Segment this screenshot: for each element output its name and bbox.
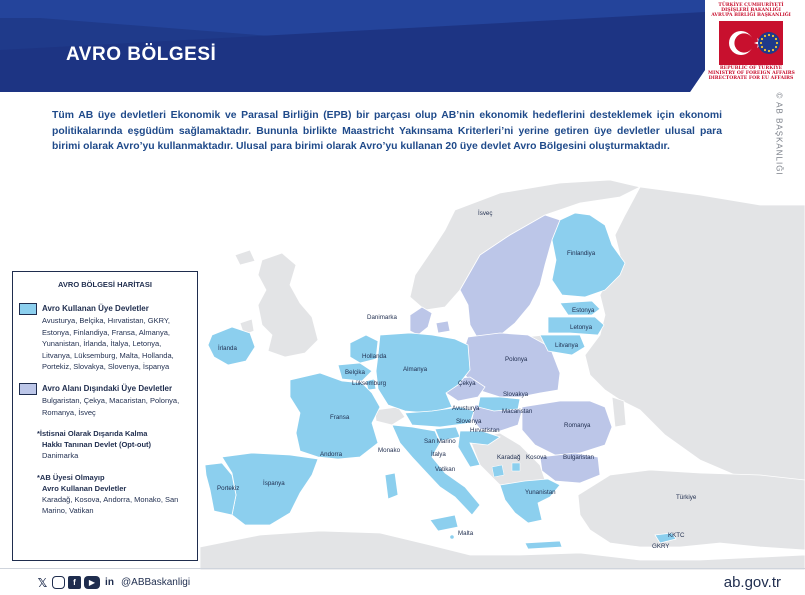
legend-euro-swatch <box>19 303 37 315</box>
map-label-hirvatistan: Hırvatistan <box>470 427 500 434</box>
map-label-almanya: Almanya <box>403 366 428 373</box>
youtube-icon[interactable]: ▶ <box>84 576 100 589</box>
map-label-fransa: Fransa <box>330 414 350 421</box>
map-label-polonya: Polonya <box>505 356 528 363</box>
instagram-icon[interactable] <box>52 576 65 589</box>
logo-text-top-2: DIŞİŞLERİ BAKANLIĞI <box>721 7 781 13</box>
map-label-kktc: KKTC <box>668 532 685 539</box>
legend-non-member-heading-1: *AB Üyesi Olmayıp <box>37 472 105 482</box>
legend-non-euro-swatch <box>19 383 37 395</box>
map-label-luksemburg: Lüksemburg <box>352 380 387 387</box>
country-malta <box>450 535 454 539</box>
legend-opt-out-heading-1: *İstisnai Olarak Dışarıda Kalma <box>37 429 148 439</box>
flag-badge-icon <box>719 21 783 65</box>
map-label-monako: Monako <box>378 447 401 454</box>
map-label-karadag: Karadağ <box>497 454 521 461</box>
website-link[interactable]: ab.gov.tr <box>723 574 781 591</box>
map-label-litvanya: Litvanya <box>555 342 579 349</box>
map-label-macaristan: Macaristan <box>502 408 533 415</box>
country-kosovo <box>512 463 520 471</box>
map-label-finlandiya: Finlandiya <box>567 250 596 257</box>
facebook-icon[interactable]: f <box>68 576 81 589</box>
map-label-danimarka: Danimarka <box>367 314 397 321</box>
intro-paragraph: Tüm AB üye devletleri Ekonomik ve Parasal Birliğin (EPB) bir parçası olup AB’nin ekonomik hedeflerini desteklemek için ekonomi politikalarında eşgüdüm sağlamaktadır. Bununla birlikte Maastricht Yakınsama Kriterleri’ni yerine getiren üye devletler ulusal para birimi olarak Avro’yu kullanmaktadır. Ulusal para birimi olarak Avro’yu kullanan 20 üye devlet Avro Bölgesini oluşturmaktadır. <box>52 110 722 152</box>
map-label-vatikan: Vatikan <box>435 466 456 473</box>
logo-text-bottom-3: DIRECTORATE FOR EU AFFAIRS <box>708 76 794 82</box>
map-label-yunanistan: Yunanistan <box>525 489 556 496</box>
map-label-portekiz: Portekiz <box>217 485 240 492</box>
legend-opt-out-heading-2: Hakkı Tanınan Devlet (Opt-out) <box>42 440 152 450</box>
country-uk <box>258 253 318 357</box>
map-label-hollanda: Hollanda <box>362 353 387 360</box>
side-copyright <box>770 92 784 187</box>
map-label-estonya: Estonya <box>572 307 595 314</box>
legend-euro-heading: Avro Kullanan Üye Devletler <box>42 304 149 313</box>
country-iceland-hint <box>235 250 255 265</box>
x-icon[interactable]: 𝕏 <box>37 575 48 590</box>
map-label-kosova: Kosova <box>526 454 547 461</box>
map-label-bulgaristan: Bulgaristan <box>563 454 594 461</box>
legend-box <box>12 271 198 561</box>
country-sardinia <box>385 473 398 499</box>
country-moldova <box>612 397 626 427</box>
country-crete <box>525 541 562 549</box>
map-label-ispanya: İspanya <box>263 480 285 487</box>
map-label-irlanda: İrlanda <box>218 345 237 352</box>
footer-divider <box>0 568 805 569</box>
map-label-romanya: Romanya <box>564 422 591 429</box>
country-sicily <box>430 515 458 531</box>
legend-title: AVRO BÖLGESİ HARİTASI <box>58 280 152 289</box>
legend-opt-out-countries: Danimarka <box>42 451 79 461</box>
legend-euro-row <box>19 303 191 315</box>
country-denmark-islands <box>436 321 450 333</box>
country-denmark <box>410 307 432 335</box>
map-label-isvec: İsveç <box>478 210 493 217</box>
country-montenegro <box>492 465 504 477</box>
social-links <box>36 576 190 589</box>
map-label-italya: İtalya <box>431 451 446 458</box>
map-label-turkiye: Türkiye <box>676 494 697 501</box>
map-label-letonya: Letonya <box>570 324 593 331</box>
map-label-gkry: GKRY <box>652 543 670 550</box>
logo-text-top-3: AVRUPA BİRLİĞİ BAŞKANLIĞI <box>711 12 791 18</box>
legend-non-euro-heading: Avro Alanı Dışındaki Üye Devletler <box>42 383 173 393</box>
logo-text-bottom-2: MINISTRY OF FOREIGN AFFAIRS <box>708 71 795 77</box>
legend-non-member-countries: Karadağ, Kosova, Andorra, Monako, San Marino, Vatikan <box>42 494 179 516</box>
map-label-avusturya: Avusturya <box>452 405 480 412</box>
logo-text-top-1: TÜRKİYE CUMHURİYETİ <box>718 3 784 8</box>
map-label-belcika: Belçika <box>345 369 365 376</box>
social-handle[interactable]: @ABBaskanligi <box>121 577 191 588</box>
linkedin-icon[interactable]: in <box>105 577 114 588</box>
country-germany <box>376 333 470 413</box>
map-label-san-marino: San Marino <box>424 438 456 445</box>
side-copyright-text: © AB BAŞKANLIĞI <box>774 92 784 176</box>
country-turkey <box>578 470 805 550</box>
page-title: AVRO BÖLGESİ <box>66 44 217 65</box>
map-label-cekya: Çekya <box>458 380 476 387</box>
legend-non-euro-row <box>19 383 191 395</box>
country-greece <box>500 479 560 523</box>
footer <box>0 568 805 595</box>
country-russia-east <box>585 187 805 505</box>
map-label-malta: Malta <box>458 530 474 537</box>
map-label-andorra: Andorra <box>320 451 343 458</box>
ministry-logo <box>708 4 794 96</box>
logo-text-bottom-1: REPUBLIC OF TÜRKİYE <box>719 66 783 72</box>
legend-euro-countries: Avusturya, Belçika, Hırvatistan, GKRY, Estonya, Finlandiya, Fransa, Almanya, Yunanistan, İrlanda, İtalya, Letonya, Litvanya, Lüksemburg, Malta, Hollanda, Portekiz, Slovakya, Slovenya, İspanya <box>42 316 174 372</box>
map-label-slovenya: Slovenya <box>456 418 482 425</box>
legend-non-euro-countries: Bulgaristan, Çekya, Macaristan, Polonya, Romanya, İsveç <box>42 395 180 417</box>
legend-non-member-heading-2: Avro Kullanan Devletler <box>42 483 127 493</box>
map-label-slovakya: Slovakya <box>503 391 529 398</box>
